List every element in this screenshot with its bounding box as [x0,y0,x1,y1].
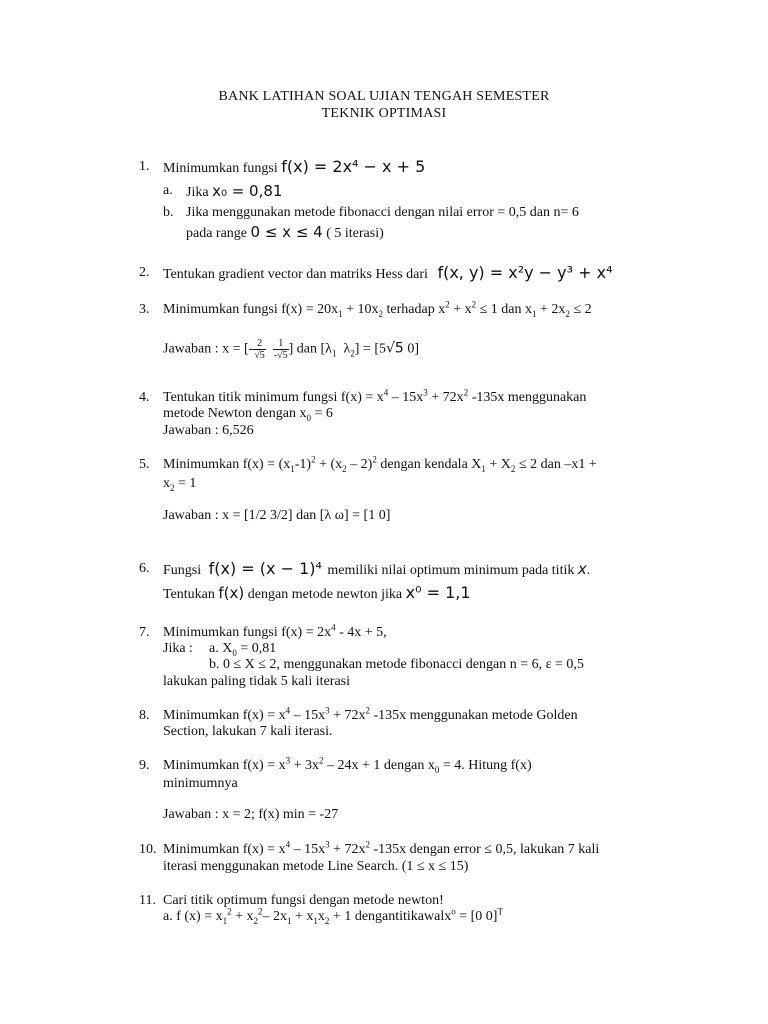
item-text: pada range [186,226,248,241]
item-label: b. [163,205,174,220]
question-text: iterasi menggunakan metode Line Search. (1 ≤ x ≤ 15) [163,859,469,874]
answer: Jawaban : 6,526 [163,423,254,438]
answer: Jawaban : x = [- $\frac{2}{√5}$ $\frac{1}{-√5}$ ] dan [$\lambda_1$ $\lambda_2] = [5√5$ 0] [163,338,419,361]
answer: Jawaban : x = 2; f(x) min = -27 [163,807,339,822]
question-text: memiliki nilai optimum minimum pada titik [327,563,575,578]
fraction: $\frac{2}{√5}$ [254,338,265,361]
question-number: 5. [139,457,150,472]
question-text: Fungsi [163,563,202,578]
formula: x [577,560,587,578]
item-text: b. 0 ≤ X ≤ 2, menggunakan metode fibonacci dengan n = 6, ε = 0,5 [209,657,584,672]
item-text: a. f $(x) = x_1^2 + x_2^2-$ $2x_1 + x_1x_2 + 1$ dengantitikawalx$^o$ = [0 0]$^T$ [163,906,503,926]
question-text: Minimumkan fungsi [163,161,278,176]
square-root: √5 [386,340,404,357]
question-number: 10. [139,842,157,857]
answer: Jawaban : x = [1/2 3/2] dan [λ ω] = [1 0] [163,508,391,523]
question-number: 9. [139,758,150,773]
item-text: a. $X_0 = 0,81$ [209,641,277,658]
formula: f(x) [218,584,245,602]
item-label: a. [163,183,173,198]
question-text: Jika : [163,641,193,656]
question-text: $x_2 = 1$ [163,476,197,493]
question-number: 11. [139,893,156,908]
doc-title: BANK LATIHAN SOAL UJIAN TENGAH SEMESTER [218,89,550,104]
question-text: minimumnya [163,776,238,791]
question-number: 8. [139,708,150,723]
question-text: Minimumkan fungsi $f(x) = 2x^4 - 4x + 5$, [163,622,387,640]
question-text: dengan metode newton jika [247,587,403,602]
question-number: 7. [139,625,150,640]
question-text: metode Newton dengan $x_0 = 6$ [163,406,333,423]
formula: x₀ = 0,81 [212,182,283,200]
formula: 0 ≤ x ≤ 4 [250,223,323,241]
question-text: lakukan paling tidak 5 kali iterasi [163,674,351,689]
question-number: 1. [139,159,150,174]
question-number: 2. [139,265,150,280]
doc-subtitle: TEKNIK OPTIMASI [321,106,447,121]
item-text: Jika [186,185,209,200]
question-text: Tentukan gradient vector dan matriks Hess dari [163,267,428,282]
question-text: Minimumkan $f(x) = x^4 - 15x^3 + 72x^2$ -135x dengan error ≤ 0,5, lakukan 7 kali [163,839,600,857]
item-text: Jika menggunakan metode fibonacci dengan nilai error = 0,5 dan n= 6 [186,205,579,220]
question-number: 4. [139,390,150,405]
question-text: Section, lakukan 7 kali iterasi. [163,724,333,739]
question-text: Minimumkan $f(x) = (x_1-1)^2 + (x_2 - 2)^2$ dengan kendala $X_1 + X_2 \le 2$ dan –x1 + [163,454,597,474]
question-text: Minimumkan fungsi $f(x) = 20x_1 + 10x_2$ terhadap $x^2 + x^2 \le 1$ dan $x_1 + 2x_2 \le 2$ [163,299,592,319]
question-number: 6. [139,561,150,576]
document-page: BANK LATIHAN SOAL UJIAN TENGAH SEMESTER TEKNIK OPTIMASI 1. Minimumkan fungsi f(x) = 2x⁴ − x + 5 a. Jika x₀ = 0,81 b. Jika menggunakan metode fibonacci dengan nilai error = 0,5 dan n= 6 pada range 0 ≤ x ≤ 4 ( 5 iterasi) 2. Tentukan gradient vector dan matriks Hess dari f(x, y) = x²y − y³ + x⁴ 3. Minimumkan fungsi $f(x) = 20x_1 + 10x_2$ terhadap $x^2 + x^2 \le 1$ dan $x_1 + 2x_2 \le 2$ Jawaban : x = [- $\frac{2}{√5}$ $\frac{1}{-√5}$ ] dan [$\lambda_1$ $\lambda_2] = [5√5$ 0] 4. Tentukan titik minimum fungsi $f(x) = x^4 - 15x^3 + 72x^2$ -135x menggunakan metode Newton dengan $x_0 = 6$ Jawaban : 6,526 5. Minimumkan $f(x) = (x_1-1)^2 + (x_2 - 2)^2$ dengan kendala $X_1 + X_2 \le 2$ dan –x1 + $x_2 = 1$ Jawaban : x = [1/2 3/2] dan [λ ω] = [1 0] 6. Fungsi f(x) = (x − 1)⁴ memiliki nilai optimum minimum pada titik x. Tentukan f(x) dengan metode newton jika x⁰ = 1,1 7. Minimumkan fungsi $f(x) = 2x^4 - 4x + 5$, Jika : a. $X_0 = 0,81$ b. 0 ≤ X ≤ 2, menggunakan metode fibonacci dengan n = 6, ε = 0,5 lakukan paling tidak 5 kali iterasi 8. Minimumkan $f(x) = x^4 - 15x^3 + 72x^2$ -135x menggunakan metode Golden Section, lakukan 7 kali iterasi. 9. Minimumkan $f(x) = x^3 + 3x^2 - 24x + 1$ dengan $x_0 = 4$. Hitung f(x) minimumnya Jawaban : x = 2; f(x) min = -27 10. Minimumkan $f(x) = x^4 - 15x^3 + 72x^2$ -135x dengan error ≤ 0,5, lakukan 7 kali iterasi menggunakan metode Line Search. (1 ≤ x ≤ 15) 11. Cari titik optimum fungsi dengan metode newton! a. f $(x) = x_1^2 + x_2^2-$ $2x_1 + x_1x_2 + 1$ dengantitikawalx$^o$ = [0 0]$^T$ [0,0,768,1024]
question-text: Tentukan [163,587,215,602]
formula: x⁰ = 1,1 [405,583,471,602]
question-text: Minimumkan $f(x) = x^4 - 15x^3 + 72x^2$ -135x menggunakan metode Golden [163,705,578,723]
question-text: Tentukan titik minimum fungsi $f(x) = x^4 - 15x^3 + 72x^2$ -135x menggunakan [163,387,587,405]
question-text: Cari titik optimum fungsi dengan metode newton! [163,893,444,908]
question-text: Minimumkan $f(x) = x^3 + 3x^2 - 24x + 1$ dengan $x_0 = 4$. Hitung f(x) [163,755,532,775]
question-number: 3. [139,302,150,317]
formula: f(x) = (x − 1)⁴ [208,559,322,578]
item-text: ( 5 iterasi) [326,226,384,241]
formula: f(x) = 2x⁴ − x + 5 [281,157,426,176]
formula: f(x, y) = x²y − y³ + x⁴ [437,263,613,282]
fraction: $\frac{1}{-√5}$ [273,338,288,361]
